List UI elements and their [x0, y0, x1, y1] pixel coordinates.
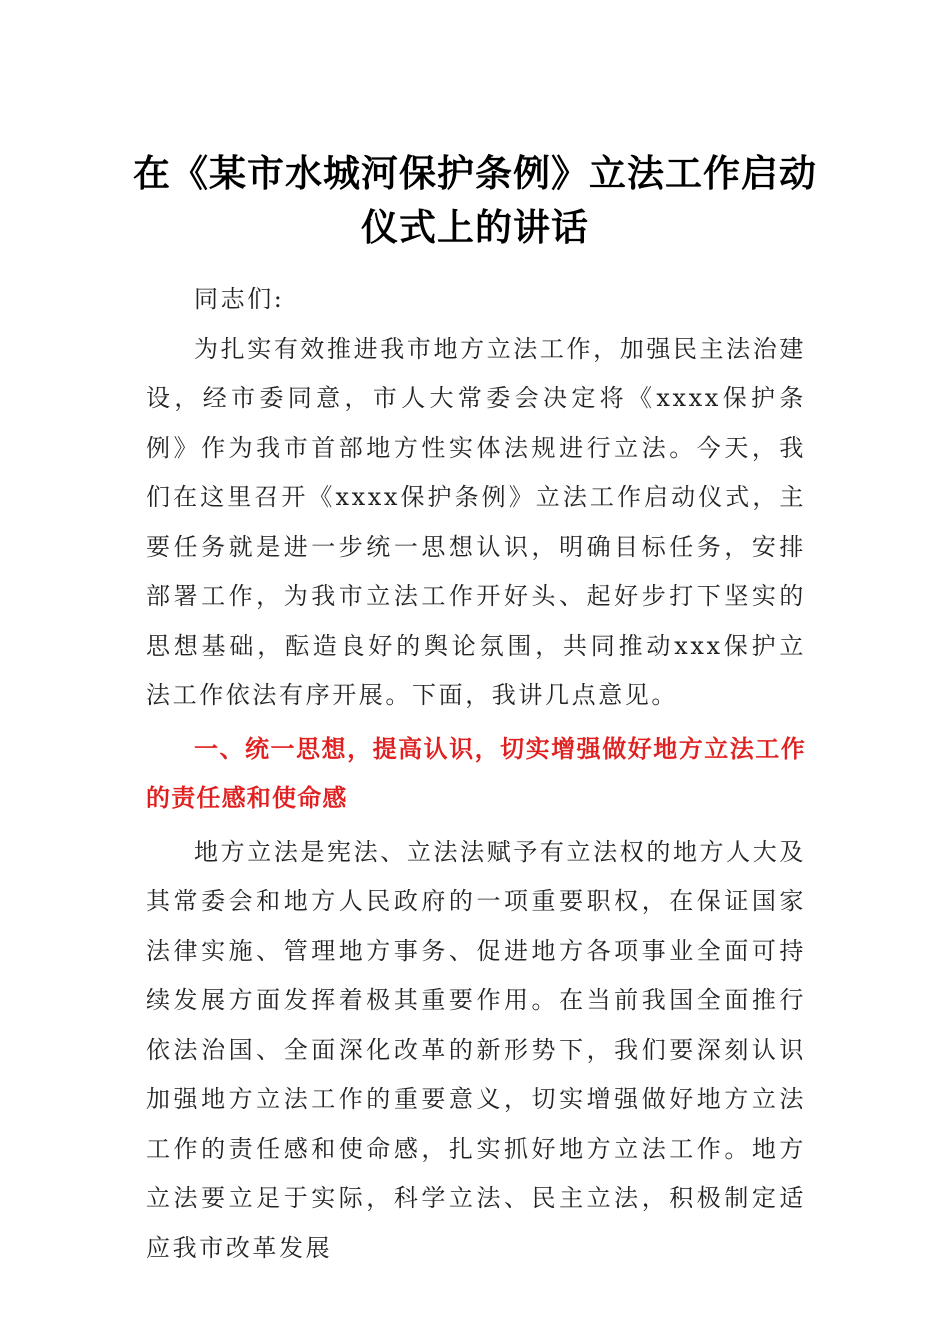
- section-heading: 一、统一思想，提高认识，切实增强做好地方立法工作的责任感和使命感: [146, 734, 806, 812]
- document-body: [146, 275, 806, 1273]
- section-paragraph: 地方立法是宪法、立法法赋予有立法权的地方人大及其常委会和地方人民政府的一项重要职权，在保证国家法律实施、管理地方事务、促进地方各项事业全面可持续发展方面发挥着极其重要作用。在当前我国全面推行依法治国、全面深化改革的新形势下，我们要深刻认识加强地方立法工作的重要意义，切实增强做好地方立法工作的责任感和使命感，扎实抓好地方立法工作。地方立法要立足于实际，科学立法、民主立法，积极制定适应我市改革发展: [146, 837, 806, 1262]
- title-line-1: 在《某市水城河保护条例》立法工作启动: [133, 151, 817, 195]
- intro-paragraph: 为扎实有效推进我市地方立法工作，加强民主法治建设，经市委同意，市人大常委会决定将《xxxx保护条例》作为我市首部地方性实体法规进行立法。今天，我们在这里召开《xxxx保护条例》立法工作启动仪式，主要任务就是进一步统一思想认识，明确目标任务，安排部署工作，为我市立法工作开好头、起好步打下坚实的思想基础，酝造良好的舆论氛围，共同推动xxx保护立法工作依法有序开展。下面，我讲几点意见。: [146, 334, 806, 709]
- document-title: [120, 146, 830, 254]
- title-line-2: 仪式上的讲话: [361, 205, 589, 249]
- greeting: 同志们:: [194, 285, 285, 313]
